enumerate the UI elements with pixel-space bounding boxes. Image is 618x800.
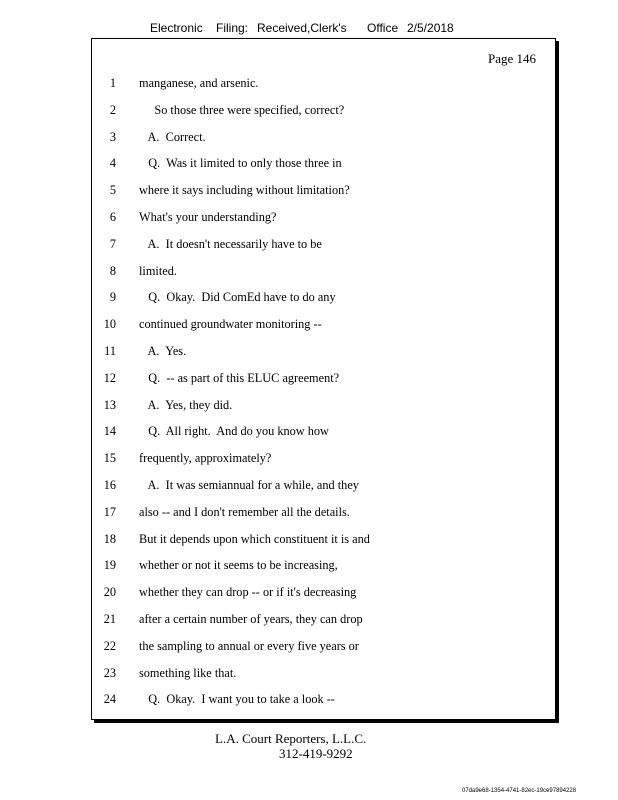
- line-number: 7: [109, 236, 116, 251]
- transcript-line: [92, 447, 555, 474]
- page-footer: [0, 731, 618, 767]
- line-text: So those three were specified, correct?: [139, 102, 345, 117]
- line-text: manganese, and arsenic.: [139, 76, 259, 90]
- transcript-line: [92, 608, 555, 635]
- line-text: A. Correct.: [139, 129, 206, 144]
- transcript-line: [92, 313, 555, 340]
- line-text: A. Yes.: [139, 343, 187, 358]
- filing-date: 2/5/2018: [407, 21, 454, 35]
- transcript-line: [92, 501, 555, 528]
- line-number: 14: [103, 424, 116, 439]
- transcript-line: [92, 206, 555, 233]
- line-text: Q. -- as part of this ELUC agreement?: [139, 370, 340, 385]
- line-text: But it depends upon which constituent it is and: [139, 531, 370, 546]
- transcript-line: [92, 474, 555, 501]
- line-text: where it says including without limitation?: [139, 183, 350, 198]
- line-number: 15: [103, 451, 116, 466]
- line-text: Q. All right. And do you know how: [139, 424, 329, 439]
- line-text: whether they can drop -- or if it's decreasing: [139, 585, 357, 600]
- transcript-lines: [92, 72, 555, 715]
- line-number: 17: [103, 504, 116, 519]
- line-text: limited.: [139, 263, 177, 278]
- transcript-line: [92, 635, 555, 662]
- transcript-line: [92, 260, 555, 287]
- line-text: A. It doesn't necessarily have to be: [139, 236, 322, 251]
- transcript-line: [92, 688, 555, 715]
- line-number: 4: [109, 156, 116, 171]
- transcript-line: [92, 340, 555, 367]
- line-text: Q. Okay. I want you to take a look --: [139, 692, 335, 707]
- transcript-line: [92, 286, 555, 313]
- line-text: Q. Was it limited to only those three in: [139, 156, 342, 171]
- line-number: 20: [103, 585, 116, 600]
- transcript-line: [92, 152, 555, 179]
- transcript-line: [92, 72, 555, 99]
- page-number: Page 146: [487, 51, 536, 66]
- line-text: also -- and I don't remember all the details.: [139, 504, 350, 519]
- transcript-line: [92, 126, 555, 153]
- line-number: 8: [109, 263, 116, 278]
- transcript-line: [92, 581, 555, 608]
- line-number: 1: [109, 76, 116, 90]
- filing-office-label: Office: [367, 21, 399, 35]
- court-reporter-phone: 312-419-9292: [279, 746, 353, 761]
- line-number: 12: [103, 370, 116, 385]
- line-text: after a certain number of years, they can drop: [139, 611, 363, 626]
- line-text: frequently, approximately?: [139, 451, 272, 466]
- filing-filing-label: Filing:: [216, 21, 249, 35]
- line-number: 24: [103, 692, 116, 707]
- line-number: 18: [103, 531, 116, 546]
- line-number: 9: [109, 290, 116, 305]
- transcript-line: [92, 99, 555, 126]
- line-number: 21: [103, 611, 116, 626]
- court-reporter-firm: L.A. Court Reporters, L.L.C.: [215, 731, 367, 746]
- line-text: A. It was semiannual for a while, and they: [139, 477, 359, 492]
- line-number: 10: [103, 317, 116, 332]
- transcript-line: [92, 528, 555, 555]
- line-text: whether or not it seems to be increasing,: [139, 558, 338, 573]
- line-number: 3: [109, 129, 116, 144]
- filing-electronic-label: Electronic: [150, 21, 203, 35]
- line-number: 6: [109, 209, 116, 224]
- transcript-page: [91, 38, 556, 720]
- transcript-line: [92, 394, 555, 421]
- line-number: 16: [103, 477, 116, 492]
- transcript-line: [92, 662, 555, 689]
- line-number: 22: [103, 638, 116, 653]
- line-text: the sampling to annual or every five years or: [139, 638, 359, 653]
- line-text: continued groundwater monitoring --: [139, 317, 322, 332]
- line-text: A. Yes, they did.: [139, 397, 233, 412]
- filing-received-label: Received,Clerk's: [257, 21, 347, 35]
- line-number: 11: [104, 343, 116, 358]
- transcript-line: [92, 233, 555, 260]
- line-number: 5: [109, 183, 116, 198]
- transcript-line: [92, 420, 555, 447]
- line-number: 19: [103, 558, 116, 573]
- line-number: 23: [103, 665, 116, 680]
- line-text: What's your understanding?: [139, 209, 277, 224]
- document-id: 07da9e68-1354-4741-82ec-19ce97894228: [462, 788, 577, 794]
- line-text: something like that.: [139, 665, 237, 680]
- line-number: 2: [109, 102, 116, 117]
- transcript-line: [92, 367, 555, 394]
- transcript-line: [92, 554, 555, 581]
- line-text: Q. Okay. Did ComEd have to do any: [139, 290, 336, 305]
- transcript-line: [92, 179, 555, 206]
- filing-stamp-header: [0, 19, 618, 37]
- line-number: 13: [103, 397, 116, 412]
